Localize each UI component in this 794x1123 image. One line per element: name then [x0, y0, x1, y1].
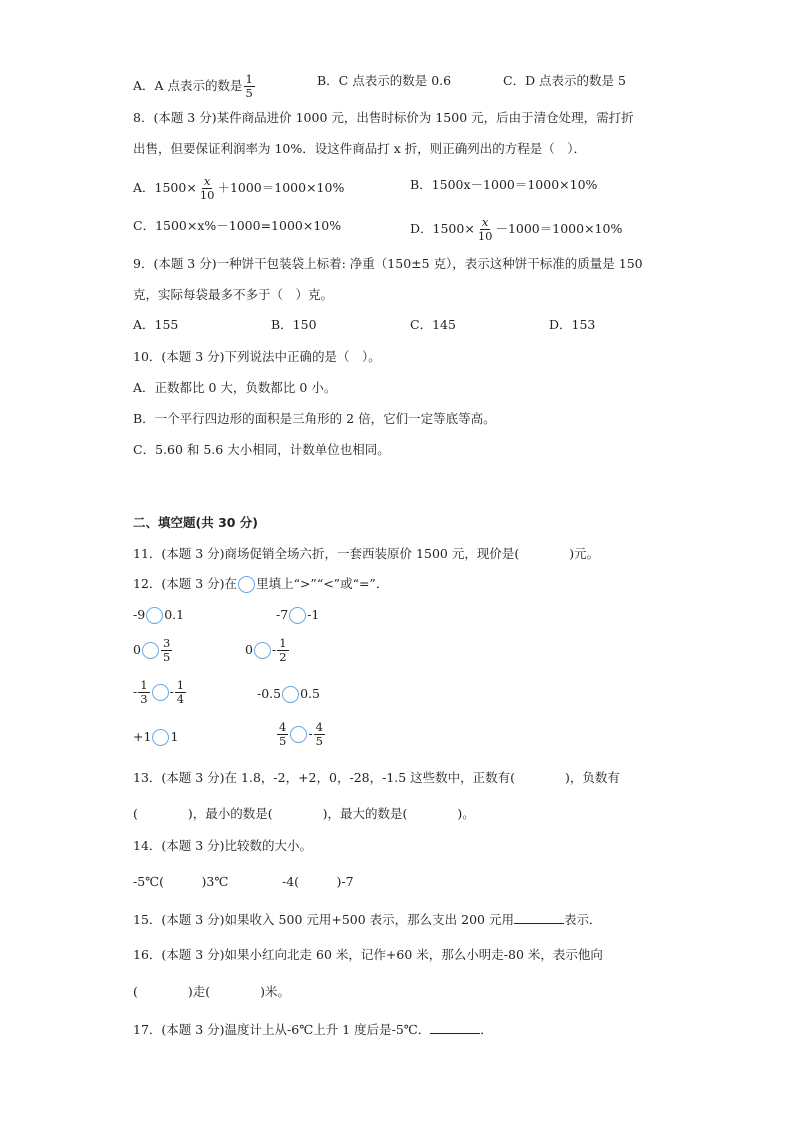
q9-option-d: D．153	[549, 317, 596, 332]
q7-option-a: A．A 点表示的数是 $\frac{1}{5}$	[133, 72, 253, 100]
q8-option-c: C．1500×x%－1000=1000×10%	[133, 218, 342, 233]
answer-circle-icon[interactable]	[152, 684, 169, 701]
q7-option-a-fraction: $\frac{1}{5}$	[245, 72, 253, 100]
answer-circle-icon[interactable]	[142, 642, 159, 659]
answer-circle-icon	[238, 576, 255, 593]
q12-item-7: +1 1	[133, 729, 179, 744]
section-title: 二、填空题(共 30 分)	[133, 515, 259, 530]
fraction: $\frac{4}{5}$	[315, 720, 323, 748]
q12-item-5: - $\frac{1}{3}$ - $\frac{1}{4}$	[133, 678, 185, 706]
q13-stem-line2: ( )，最小的数是( )，最大的数是( )。	[133, 806, 475, 821]
q15-stem: 15．(本题 3 分)如果收入 500 元用+500 表示，那么支出 200 元用 表示．	[133, 912, 602, 927]
answer-circle-icon[interactable]	[282, 686, 299, 703]
q12-item-4: 0 - $\frac{1}{2}$	[245, 636, 287, 664]
q10-option-c: C．5.60 和 5.6 大小相同，计数单位也相同。	[133, 442, 390, 457]
q9-stem-line1: 9．(本题 3 分)一种饼干包装袋上标着: 净重（150±5 克），表示这种饼干标准的质量是 150	[133, 256, 643, 271]
q10-option-b: B．一个平行四边形的面积是三角形的 2 倍，它们一定等底等高。	[133, 411, 496, 426]
q8-option-a-fraction: $\frac{x}{10}$	[199, 174, 215, 202]
fraction: $\frac{3}{5}$	[162, 636, 171, 664]
q8-option-a: A．1500× $\frac{x}{10}$ ＋1000＝1000×10%	[133, 174, 345, 202]
answer-circle-icon[interactable]	[289, 607, 306, 624]
q10-option-a: A．正数都比 0 大，负数都比 0 小。	[133, 380, 337, 395]
q9-option-c: C．145	[410, 317, 456, 332]
q14-item-a: -5℃( )3℃	[133, 874, 229, 889]
q7-option-c: C．D 点表示的数是 5	[503, 73, 626, 88]
q12-item-6: -0.5 0.5	[257, 686, 320, 701]
q8-option-d: D．1500× $\frac{x}{10}$ －1000＝1000×10%	[410, 215, 623, 243]
q9-option-b: B．150	[271, 317, 317, 332]
fraction: $\frac{1}{2}$	[279, 636, 287, 664]
q12-item-3: 0 $\frac{3}{5}$	[133, 636, 171, 664]
answer-blank[interactable]	[430, 1021, 480, 1034]
q14-stem: 14．(本题 3 分)比较数的大小。	[133, 838, 313, 853]
q8-stem-line2: 出售，但要保证利润率为 10%．设这件商品打 x 折，则正确列出的方程是（ ）．	[133, 141, 587, 156]
fraction: $\frac{1}{4}$	[176, 678, 185, 706]
q8-option-d-fraction: $\frac{x}{10}$	[477, 215, 493, 243]
q8-stem-line1: 8．(本题 3 分)某件商品进价 1000 元，出售时标价为 1500 元，后由于清仓处理，需打折	[133, 110, 634, 125]
q12-item-1: -9 0.1	[133, 607, 185, 622]
fraction: $\frac{4}{5}$	[279, 720, 287, 748]
answer-blank[interactable]	[514, 911, 564, 924]
q11-stem: 11．(本题 3 分)商场促销全场六折，一套西装原价 1500 元，现价是( )元。	[133, 546, 600, 561]
q10-stem: 10．(本题 3 分)下列说法中正确的是（ ）。	[133, 349, 381, 364]
q7-option-b: B．C 点表示的数是 0.6	[317, 73, 452, 88]
q12-item-2: -7 -1	[276, 607, 320, 622]
answer-circle-icon[interactable]	[152, 729, 169, 746]
answer-circle-icon[interactable]	[290, 726, 307, 743]
answer-circle-icon[interactable]	[254, 642, 271, 659]
fraction: $\frac{1}{3}$	[140, 678, 148, 706]
q9-option-a: A．155	[133, 317, 179, 332]
q17-stem: 17．(本题 3 分)温度计上从-6℃上升 1 度后是-5℃． ．	[133, 1022, 493, 1037]
answer-circle-icon[interactable]	[146, 607, 163, 624]
q12-item-8: $\frac{4}{5}$ - $\frac{4}{5}$	[279, 720, 323, 748]
q9-stem-line2: 克，实际每袋最多不多于（ ）克。	[133, 287, 334, 302]
q16-stem-line2: ( )走( )米。	[133, 984, 291, 999]
q14-item-b: -4( )-7	[282, 874, 354, 889]
q16-stem-line1: 16．(本题 3 分)如果小红向北走 60 米，记作+60 米，那么小明走-80 米，表示他向	[133, 947, 603, 962]
q13-stem-line1: 13．(本题 3 分)在 1.8，-2，+2，0，-28，-1.5 这些数中，正数有( )，负数有	[133, 770, 620, 785]
q12-stem: 12．(本题 3 分)在 里填上“>”“<”或“=”．	[133, 576, 389, 591]
q8-option-b: B．1500x－1000＝1000×10%	[410, 177, 598, 192]
